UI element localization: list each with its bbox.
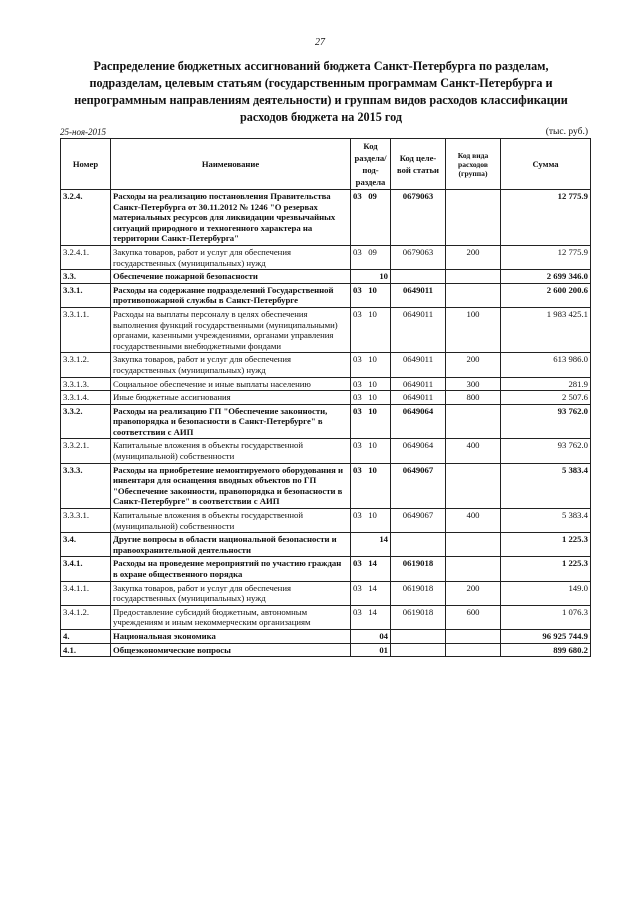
table-body	[61, 190, 591, 657]
row-number: 3.4.1.2.	[61, 605, 111, 629]
row-article-code	[391, 629, 446, 643]
row-name: Иные бюджетные ассигнования	[111, 391, 351, 405]
row-expense-type-code: 800	[446, 391, 501, 405]
table-row	[61, 643, 591, 657]
table-row	[61, 270, 591, 284]
row-number: 3.2.4.1.	[61, 245, 111, 269]
row-section-code: 03 10	[351, 283, 391, 307]
row-name: Национальная экономика	[111, 629, 351, 643]
row-expense-type-code	[446, 643, 501, 657]
table-row	[61, 283, 591, 307]
row-amount: 1 983 425.1	[501, 307, 591, 352]
row-number: 3.4.1.	[61, 557, 111, 581]
row-section-code: 14	[351, 533, 391, 557]
table-row	[61, 190, 591, 246]
row-number: 3.3.2.1.	[61, 439, 111, 463]
row-number: 3.3.1.2.	[61, 353, 111, 377]
row-section-code: 03 10	[351, 307, 391, 352]
row-article-code: 0649067	[391, 509, 446, 533]
row-expense-type-code	[446, 270, 501, 284]
row-section-code: 04	[351, 629, 391, 643]
table-row	[61, 533, 591, 557]
row-number: 3.3.1.	[61, 283, 111, 307]
row-section-code: 03 09	[351, 245, 391, 269]
row-article-code: 0679063	[391, 190, 446, 246]
row-section-code: 03 10	[351, 439, 391, 463]
header-article-code: Код целе- вой статьи	[391, 139, 446, 190]
row-section-code: 01	[351, 643, 391, 657]
table-row	[61, 391, 591, 405]
row-name: Социальное обеспечение и иные выплаты населению	[111, 377, 351, 391]
table-row	[61, 404, 591, 439]
row-section-code: 03 10	[351, 353, 391, 377]
table-row	[61, 581, 591, 605]
row-section-code: 03 09	[351, 190, 391, 246]
table-row	[61, 629, 591, 643]
row-amount: 149.0	[501, 581, 591, 605]
row-expense-type-code: 400	[446, 509, 501, 533]
row-article-code	[391, 643, 446, 657]
row-name: Капитальные вложения в объекты государственной (муниципальной) собственности	[111, 509, 351, 533]
row-number: 3.3.1.1.	[61, 307, 111, 352]
row-name: Другие вопросы в области национальной безопасности и правоохранительной деятельности	[111, 533, 351, 557]
table-row	[61, 353, 591, 377]
row-amount: 12 775.9	[501, 245, 591, 269]
table-row	[61, 557, 591, 581]
row-name: Расходы на проведение мероприятий по участию граждан в охране общественного порядка	[111, 557, 351, 581]
row-expense-type-code	[446, 557, 501, 581]
row-expense-type-code: 200	[446, 353, 501, 377]
row-article-code: 0649067	[391, 463, 446, 508]
row-article-code: 0679063	[391, 245, 446, 269]
header-amount: Сумма	[501, 139, 591, 190]
row-article-code: 0649064	[391, 404, 446, 439]
row-number: 3.3.2.	[61, 404, 111, 439]
units-label: (тыс. руб.)	[545, 127, 588, 137]
header-number: Номер	[61, 139, 111, 190]
row-name: Закупка товаров, работ и услуг для обеспечения государственных (муниципальных) нужд	[111, 581, 351, 605]
row-section-code: 03 10	[351, 404, 391, 439]
row-article-code: 0649064	[391, 439, 446, 463]
row-expense-type-code: 300	[446, 377, 501, 391]
table-row	[61, 307, 591, 352]
row-expense-type-code: 200	[446, 245, 501, 269]
table-row	[61, 509, 591, 533]
row-expense-type-code: 400	[446, 439, 501, 463]
row-amount: 2 507.6	[501, 391, 591, 405]
row-number: 3.3.1.3.	[61, 377, 111, 391]
row-amount: 96 925 744.9	[501, 629, 591, 643]
row-number: 3.3.	[61, 270, 111, 284]
row-name: Общеэкономические вопросы	[111, 643, 351, 657]
table-row	[61, 377, 591, 391]
table-row	[61, 439, 591, 463]
row-number: 3.4.1.1.	[61, 581, 111, 605]
row-amount: 1 225.3	[501, 557, 591, 581]
row-amount: 5 383.4	[501, 509, 591, 533]
row-expense-type-code	[446, 463, 501, 508]
row-number: 3.3.3.1.	[61, 509, 111, 533]
row-amount: 1 076.3	[501, 605, 591, 629]
row-article-code	[391, 533, 446, 557]
row-section-code: 03 10	[351, 509, 391, 533]
header-section-code: Код раздела/ под- раздела	[351, 139, 391, 190]
table-row	[61, 463, 591, 508]
row-amount: 899 680.2	[501, 643, 591, 657]
row-article-code: 0619018	[391, 605, 446, 629]
row-amount: 613 986.0	[501, 353, 591, 377]
row-article-code: 0649011	[391, 353, 446, 377]
row-article-code: 0649011	[391, 307, 446, 352]
row-amount: 2 699 346.0	[501, 270, 591, 284]
row-expense-type-code: 200	[446, 581, 501, 605]
row-section-code: 10	[351, 270, 391, 284]
row-article-code	[391, 270, 446, 284]
row-name: Расходы на реализацию ГП "Обеспечение законности, правопорядка и безопасности в Санкт-Петербурге" в соответствии с АИП	[111, 404, 351, 439]
row-expense-type-code	[446, 190, 501, 246]
row-section-code: 03 14	[351, 581, 391, 605]
row-expense-type-code	[446, 404, 501, 439]
row-expense-type-code: 600	[446, 605, 501, 629]
document-title: Распределение бюджетных ассигнований бюджета Санкт-Петербурга по разделам, подразделам, целевым статьям (государственным программам Санкт-Петербурга и непрограммным направлениям деятельности) и группам видов расходов классификации расходов бюджета на 2015 год	[74, 59, 568, 124]
row-expense-type-code: 100	[446, 307, 501, 352]
row-name: Капитальные вложения в объекты государственной (муниципальной) собственности	[111, 439, 351, 463]
document-date: 25-ноя-2015	[60, 127, 107, 137]
row-amount: 93 762.0	[501, 439, 591, 463]
row-amount: 281.9	[501, 377, 591, 391]
budget-table	[60, 138, 591, 657]
row-article-code: 0619018	[391, 581, 446, 605]
row-amount: 1 225.3	[501, 533, 591, 557]
row-section-code: 03 14	[351, 605, 391, 629]
table-header-row	[61, 139, 591, 190]
row-number: 4.1.	[61, 643, 111, 657]
row-name: Закупка товаров, работ и услуг для обеспечения государственных (муниципальных) нужд	[111, 245, 351, 269]
row-article-code: 0649011	[391, 377, 446, 391]
table-row	[61, 245, 591, 269]
row-name: Расходы на выплаты персоналу в целях обеспечения выполнения функций государственными (муниципальными) органами, казенными учреждениями, органами управления государственными внебюджетными фондами	[111, 307, 351, 352]
row-name: Расходы на приобретение немонтируемого оборудования и инвентаря для оснащения вводных объектов по ГП "Обеспечение законности, правопорядка и безопасности в Санкт-Петербурге" в соответствии с АИП	[111, 463, 351, 508]
row-number: 3.3.3.	[61, 463, 111, 508]
row-section-code: 03 10	[351, 391, 391, 405]
row-article-code: 0649011	[391, 283, 446, 307]
row-number: 3.3.1.4.	[61, 391, 111, 405]
row-number: 3.4.	[61, 533, 111, 557]
row-article-code: 0649011	[391, 391, 446, 405]
row-section-code: 03 10	[351, 463, 391, 508]
row-amount: 2 600 200.6	[501, 283, 591, 307]
row-name: Расходы на содержание подразделений Государственной противопожарной службы в Санкт-Петербурге	[111, 283, 351, 307]
row-expense-type-code	[446, 533, 501, 557]
row-section-code: 03 14	[351, 557, 391, 581]
row-amount: 12 775.9	[501, 190, 591, 246]
row-amount: 5 383.4	[501, 463, 591, 508]
row-expense-type-code	[446, 283, 501, 307]
header-expense-type-code: Код вида расходов (группа)	[446, 139, 501, 190]
header-name: Наименование	[111, 139, 351, 190]
row-number: 3.2.4.	[61, 190, 111, 246]
row-expense-type-code	[446, 629, 501, 643]
row-number: 4.	[61, 629, 111, 643]
row-section-code: 03 10	[351, 377, 391, 391]
row-name: Расходы на реализацию постановления Правительства Санкт-Петербурга от 30.11.2012 № 1246 "О резервах материальных ресурсов для ликвидации чрезвычайных ситуаций природного и техногенного характера на территории Санкт-Петербурга"	[111, 190, 351, 246]
row-amount: 93 762.0	[501, 404, 591, 439]
table-row	[61, 605, 591, 629]
row-name: Закупка товаров, работ и услуг для обеспечения государственных (муниципальных) нужд	[111, 353, 351, 377]
row-name: Обеспечение пожарной безопасности	[111, 270, 351, 284]
page-number: 27	[315, 37, 325, 48]
row-article-code: 0619018	[391, 557, 446, 581]
row-name: Предоставление субсидий бюджетным, автономным учреждениям и иным некоммерческим организациям	[111, 605, 351, 629]
